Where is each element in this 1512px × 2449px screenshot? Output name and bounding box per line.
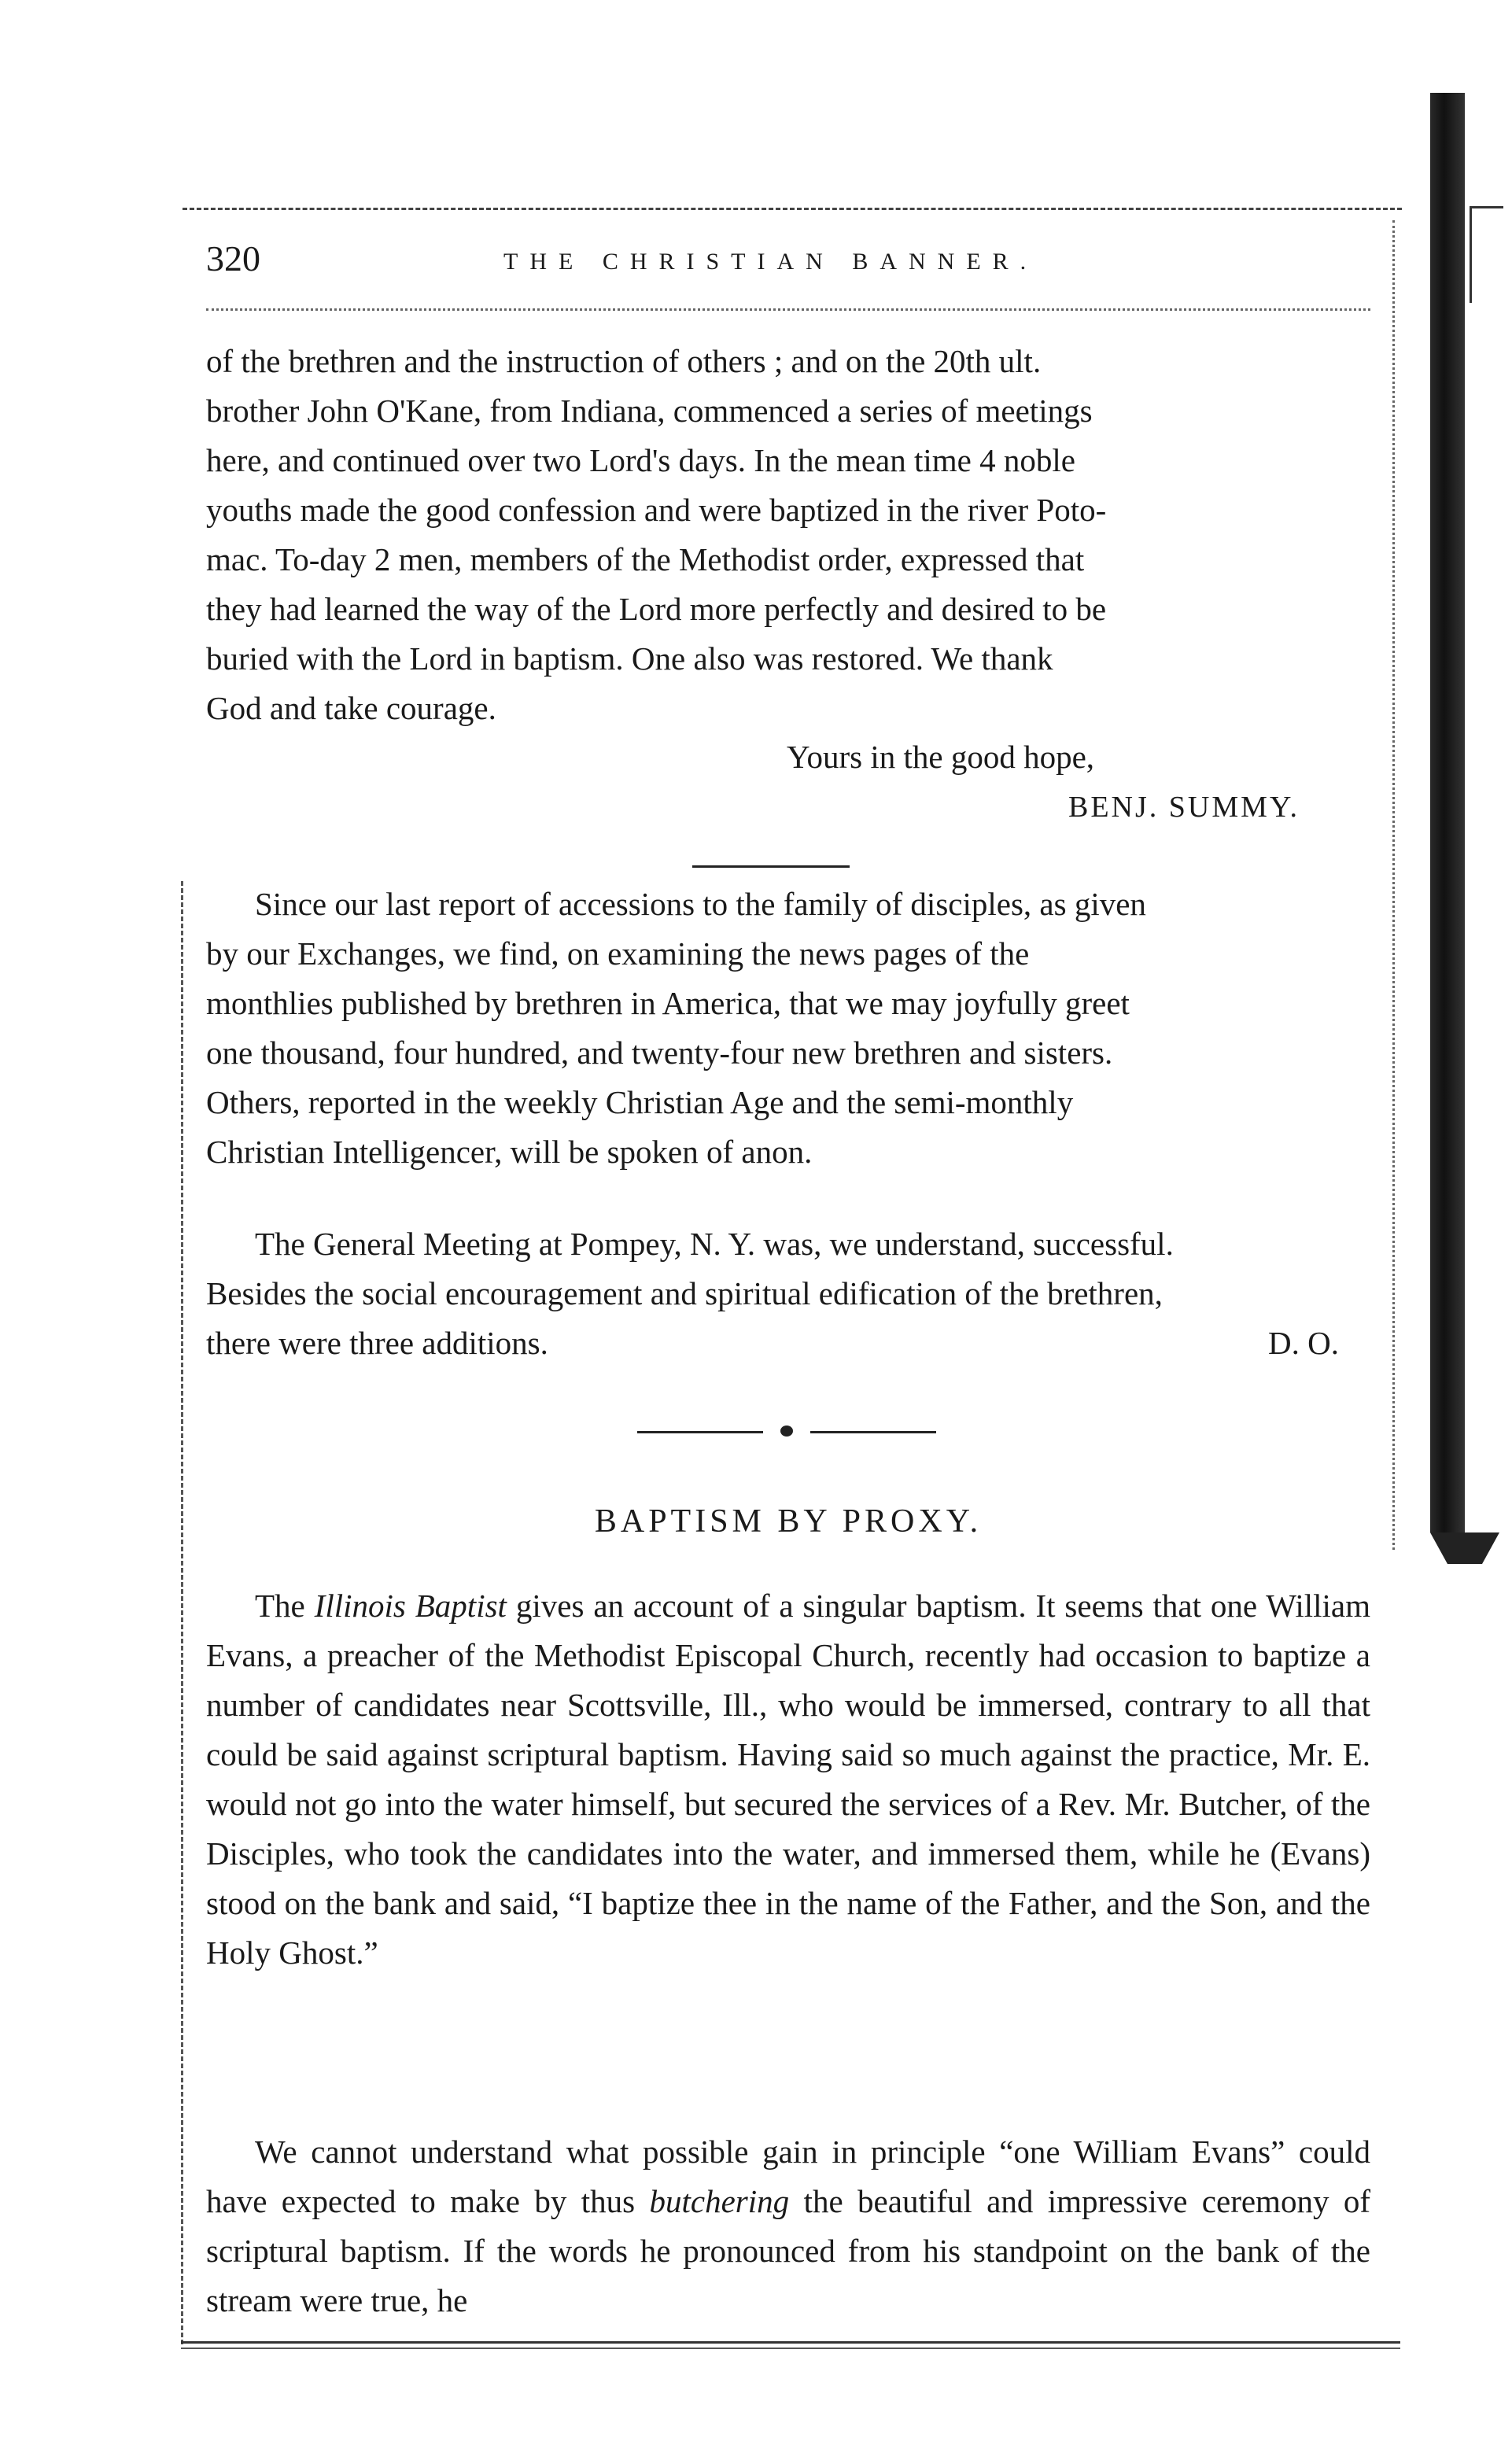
article-paragraph-2 xyxy=(206,2127,1370,2325)
text-line: of the brethren and the instruction of others ; and on the 20th ult. xyxy=(206,343,1042,379)
text-line: brother John O'Kane, from Indiana, commenced a series of meetings xyxy=(206,393,1093,429)
article-paragraph-1 xyxy=(206,1581,1370,1978)
page-frame-left xyxy=(181,881,183,2344)
letter-signature: BENJ. SUMMY. xyxy=(1068,791,1300,824)
page-number: 320 xyxy=(206,238,260,278)
text-line-with-author xyxy=(206,1319,1370,1368)
ornament-dot xyxy=(780,1426,793,1437)
letter-body xyxy=(206,337,1370,733)
header-rule xyxy=(206,308,1370,311)
text-line: by our Exchanges, we find, on examining the news pages of the xyxy=(206,935,1030,972)
accessions-paragraph xyxy=(206,880,1370,1177)
paragraph-text xyxy=(206,1581,1370,1978)
text-line: there were three additions. xyxy=(206,1325,548,1361)
text-line: they had learned the way of the Lord more perfectly and desired to be xyxy=(206,591,1107,627)
italic-word: butchering xyxy=(649,2183,790,2219)
article-title: BAPTISM BY PROXY. xyxy=(594,1503,983,1540)
ornament-rule-right xyxy=(810,1431,936,1433)
general-meeting-paragraph xyxy=(206,1219,1370,1368)
page-frame-bottom xyxy=(181,2341,1400,2344)
author-initials: D. O. xyxy=(1268,1325,1339,1361)
text-line: Since our last report of accessions to the family of disciples, as given xyxy=(255,886,1146,922)
text-line: one thousand, four hundred, and twenty-four new brethren and sisters. xyxy=(206,1035,1113,1071)
paragraph-rest: gives an account of a singular baptism. It seems that one William Evans, a preacher of the Methodist Episcopal Church, recently had occasion to baptize a number of candidates near Scottsville, Ill., who would be immersed, contrary to all that could be said against scriptural baptism. Having said so much against the practice, Mr. E. would not go into the water himself, but secured the services of a Rev. Mr. Butcher, of the Disciples, who took the candidates into the water, and immersed them, while he (Evans) stood on the bank and said, “I baptize thee in the name of the Father, and the Son, and the Holy Ghost.” xyxy=(206,1588,1371,1971)
scan-corner-mark xyxy=(1470,206,1503,303)
text-line: God and take courage. xyxy=(206,690,496,726)
paragraph-start: We cannot understand what possible gain in principle “one William Evans” could have expected to make by thus xyxy=(206,2134,1370,2219)
letter-closing: Yours in the good hope, xyxy=(787,739,1095,775)
page-frame-top xyxy=(183,208,1402,210)
ornament-rule-left xyxy=(637,1431,763,1433)
text-line: Christian Intelligencer, will be spoken of anon. xyxy=(206,1134,813,1170)
text-line: Others, reported in the weekly Christian Age and the semi-monthly xyxy=(206,1084,1074,1120)
text-line: buried with the Lord in baptism. One also was restored. We thank xyxy=(206,640,1053,677)
paragraph-start: The xyxy=(255,1588,305,1624)
text-line: mac. To-day 2 men, members of the Methodist order, expressed that xyxy=(206,541,1085,577)
paragraph-text xyxy=(206,2127,1370,2325)
page-frame-bottom-inner xyxy=(181,2348,1400,2349)
page-frame-right xyxy=(1392,220,1395,1550)
ornamental-divider xyxy=(637,1424,936,1440)
text-line: The General Meeting at Pompey, N. Y. was, we understand, successful. xyxy=(255,1226,1174,1262)
text-line: Besides the social encouragement and spiritual edification of the brethren, xyxy=(206,1275,1163,1311)
newspaper-name: Illinois Baptist xyxy=(314,1588,507,1624)
text-line: monthlies published by brethren in America, that we may joyfully greet xyxy=(206,985,1130,1021)
running-head: THE CHRISTIAN BANNER. xyxy=(503,249,1038,275)
text-line: here, and continued over two Lord's days. In the mean time 4 noble xyxy=(206,442,1075,478)
scan-edge-shadow xyxy=(1430,93,1465,1532)
section-divider-rule xyxy=(692,865,850,868)
scan-edge-shadow-taper xyxy=(1430,1532,1499,1564)
text-line: youths made the good confession and were baptized in the river Poto- xyxy=(206,492,1107,528)
paragraph-rest: the beautiful and impressive ceremony of scriptural baptism. If the words he pronounced from his standpoint on the bank of the stream were true, he xyxy=(206,2183,1371,2318)
